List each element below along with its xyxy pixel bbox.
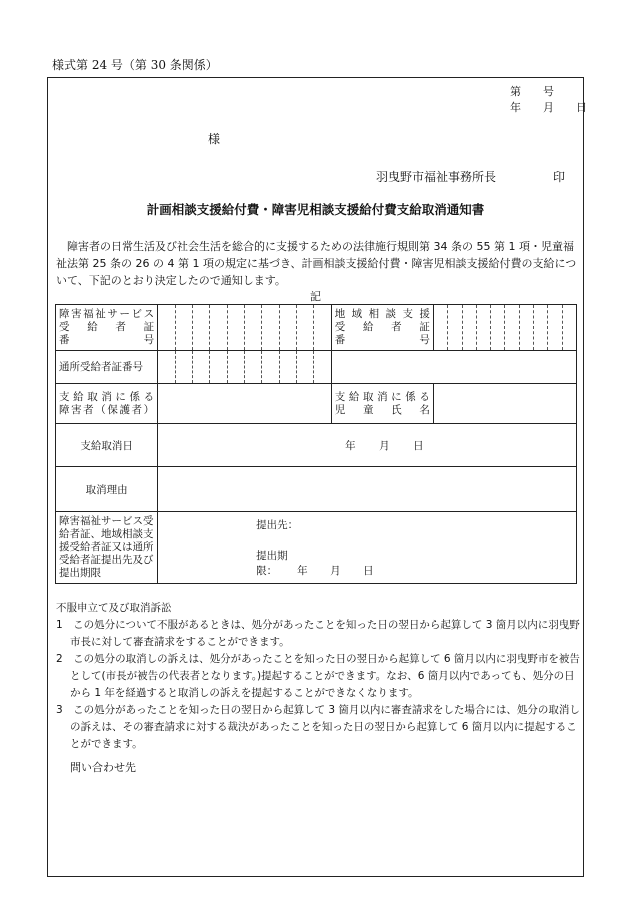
cert-digit-cell[interactable]: [314, 305, 331, 351]
tsusho-digit-cell[interactable]: [297, 351, 314, 384]
cert-digit-cell[interactable]: [279, 305, 296, 351]
sender-name: 羽曳野市福祉事務所長: [376, 170, 497, 184]
tsusho-digit-cell[interactable]: [175, 351, 192, 384]
document-number-block: [510, 83, 609, 115]
cert-digit-cell[interactable]: [192, 305, 209, 351]
table-row-persons: [56, 384, 577, 424]
regional-digit-cell[interactable]: [548, 305, 562, 351]
cert-digit-cell[interactable]: [262, 305, 279, 351]
date-month-label: 月: [543, 101, 554, 114]
appeal-item: 2 この処分の取消しの訴えは、処分があったことを知った日の翌日から起算して 6 箇月以内に羽曳野市を被告として(市長が被告の代表者となります。)提起することができます。なお、6 箇月以内であっても、処分の日から 1 年を経過すると取消しの訴えを提起することができなくなります。: [56, 653, 580, 699]
tsusho-digit-cell[interactable]: [158, 351, 175, 384]
regional-digit-cell[interactable]: [533, 305, 547, 351]
cancel-date-label: 支給取消日: [56, 424, 158, 467]
seal-mark: 印: [553, 170, 566, 184]
regional-digit-cell[interactable]: [562, 305, 576, 351]
tsusho-digit-cell[interactable]: [279, 351, 296, 384]
cert-digit-cell[interactable]: [175, 305, 192, 351]
details-table: [55, 304, 577, 584]
regional-digit-cell[interactable]: [505, 305, 519, 351]
regional-cert-number-label: 地域相談支援 受 給 者 証 番 号: [331, 305, 433, 351]
regional-digit-cell[interactable]: [491, 305, 505, 351]
regional-digit-cell[interactable]: [448, 305, 462, 351]
notice-body: 障害者の日常生活及び社会生活を総合的に支援するための法律施行規則第 34 条の 55 第 1 項・児童福祉法第 25 条の 26 の 4 第 1 項の規定に基づき、計画相談支援給付費・障害児相談支援給付費の支給について、下記のとおり決定したので通知します。: [56, 240, 577, 287]
regional-digit-cell[interactable]: [462, 305, 476, 351]
doc-no-label: 第: [510, 85, 521, 98]
recipient-suffix: 様: [208, 132, 221, 146]
table-row-tsusho: [56, 351, 577, 384]
cert-digit-cell[interactable]: [158, 305, 175, 351]
subject-person-value[interactable]: [158, 384, 332, 424]
reason-label: 取消理由: [56, 467, 158, 512]
tsusho-blank-cell: [331, 351, 576, 384]
tsusho-digit-cell[interactable]: [244, 351, 261, 384]
document-title: 計画相談支援給付費・障害児相談支援給付費支給取消通知書: [146, 202, 485, 217]
cert-digit-cell[interactable]: [244, 305, 261, 351]
cert-number-label: 障害福祉サービス 受 給 者 証 番 号: [56, 305, 158, 351]
tsusho-digit-cell[interactable]: [262, 351, 279, 384]
cert-digit-cell[interactable]: [297, 305, 314, 351]
table-row-cancel-date: [56, 424, 577, 467]
tsusho-digit-cell[interactable]: [192, 351, 209, 384]
ki-mark: 記: [310, 290, 321, 303]
child-name-value[interactable]: [433, 384, 576, 424]
cert-digit-cell[interactable]: [210, 305, 227, 351]
contact-label: 問い合わせ先: [70, 761, 136, 774]
reason-value[interactable]: [158, 467, 577, 512]
notice-frame: [47, 77, 587, 877]
date-year-label: 年: [510, 101, 521, 114]
regional-digit-cell[interactable]: [433, 305, 447, 351]
regional-digit-cell[interactable]: [519, 305, 533, 351]
submission-label: 障害福祉サービス受給者証、地域相談支援受給者証又は通所受給者証提出先及び提出期限: [56, 512, 158, 584]
regional-digit-cell[interactable]: [476, 305, 490, 351]
appeal-item: 1 この処分について不服があるときは、処分があったことを知った日の翌日から起算して 3 箇月以内に羽曳野市長に対して審査請求をすることができます。: [56, 619, 580, 648]
subject-person-label: 支給取消に係る 障害者（保護者）: [56, 384, 158, 424]
submission-value[interactable]: [158, 512, 577, 584]
appeal-heading: 不服申立て及び取消訴訟: [56, 602, 172, 614]
cancel-date-value[interactable]: 年 月 日: [158, 424, 577, 467]
tsusho-digit-cell[interactable]: [314, 351, 331, 384]
date-day-label: 日: [576, 101, 587, 114]
form-number: 様式第 24 号（第 30 条関係）: [52, 58, 218, 72]
table-row-reason: [56, 467, 577, 512]
child-name-label: 支給取消に係る 児 童 氏 名: [331, 384, 433, 424]
table-row-submission: [56, 512, 577, 584]
appeal-section: [56, 600, 580, 753]
submit-to-label: 提出先：: [256, 519, 299, 531]
tsusho-digit-cell[interactable]: [227, 351, 244, 384]
tsusho-number-label: 通所受給者証番号: [56, 351, 158, 384]
cert-digit-cell[interactable]: [227, 305, 244, 351]
table-row-cert-numbers: [56, 305, 577, 351]
doc-go-label: 号: [543, 85, 554, 98]
appeal-item: 3 この処分があったことを知った日の翌日から起算して 3 箇月以内に審査請求をした場合には、処分の取消しの訴えは、その審査請求に対する裁決があったことを知った日の翌日から起算して 6 箇月以内に提起することができます。: [56, 704, 580, 750]
tsusho-digit-cell[interactable]: [210, 351, 227, 384]
deadline-row: 提出期限： 年 月 日: [256, 550, 374, 577]
